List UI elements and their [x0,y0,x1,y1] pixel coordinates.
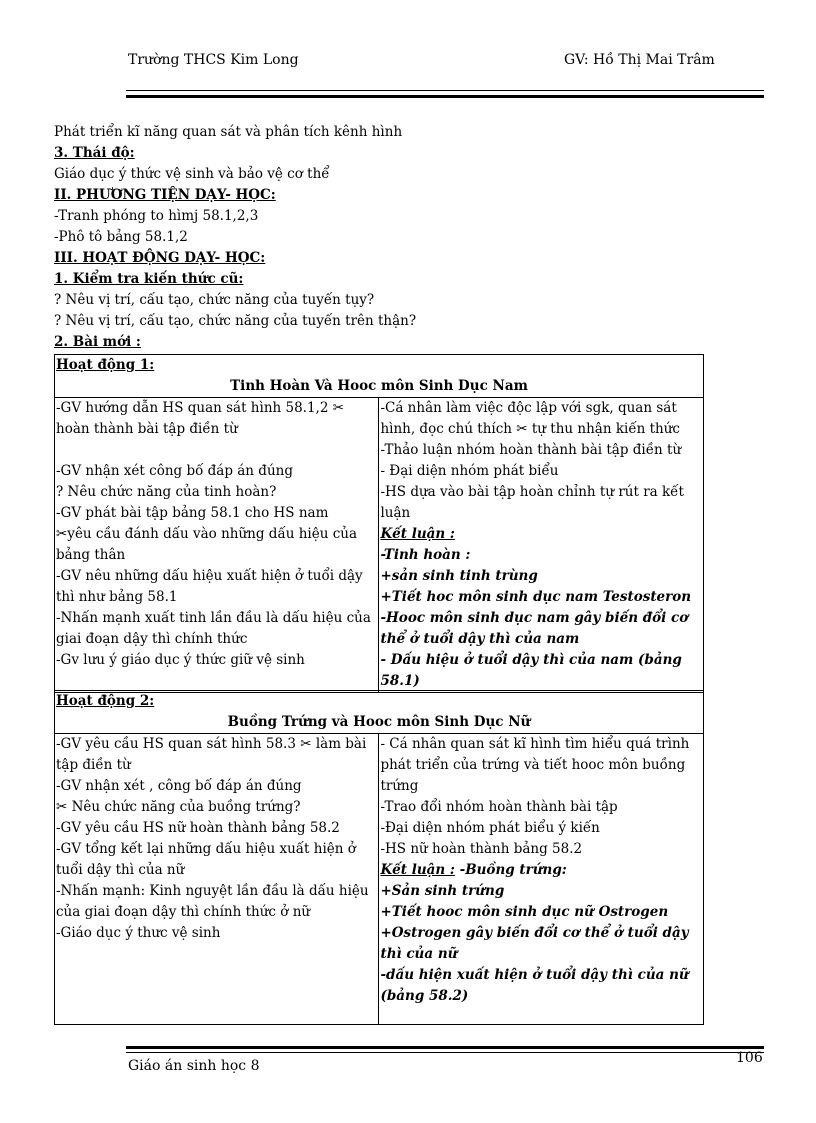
activity2-table [54,690,704,1025]
activity2-subtitle: Buồng Trứng và Hooc môn Sinh Dục Nữ [227,714,531,730]
conclusion-line: +Ostrogen gây biến đổi cơ thể ở tuổi dậy thì của nữ [380,925,689,962]
teacher-step: -GV tổng kết lại những dấu hiệu xuất hiện ở tuổi dậy thì của nữ [56,841,356,878]
body-line: -Phô tô bảng 58.1,2 [54,229,188,245]
activity2-student-column [379,734,704,1025]
teacher-step: ✂yêu cầu đánh dấu vào những dấu hiệu của bảng thân [56,526,358,563]
teacher-step: -Giáo dục ý thưc vệ sinh [56,925,221,941]
section-heading: 1. Kiểm tra kiến thức cũ: [54,271,244,287]
teacher-step: -GV phát bài tập bảng 58.1 cho HS nam [56,505,329,521]
activity2-teacher-column [55,734,379,1025]
body-line: -Tranh phóng to hìmj 58.1,2,3 [54,208,259,224]
student-step: -HS dựa vào bài tập hoàn chỉnh tự rút ra kết luận [380,484,684,521]
teacher-step: -GV nhận xét , công bố đáp án đúng [56,778,302,794]
body-text [54,122,714,353]
teacher-step: -GV nêu những dấu hiệu xuất hiện ở tuổi dậy thì như bảng 58.1 [56,568,363,605]
conclusion-label: Kết luận : [380,526,455,542]
header-teacher: GV: Hồ Thị Mai Trâm [564,52,715,68]
body-line: ? Nêu vị trí, cấu tạo, chức năng của tuyến tụy? [54,292,375,308]
header-school: Trường THCS Kim Long [128,52,299,68]
conclusion-heading [380,860,702,881]
teacher-step: -Gv lưu ý giáo dục ý thức giữ vệ sinh [56,652,305,668]
conclusion-line: - Dấu hiệu ở tuổi dậy thì của nam (bảng 58.1) [380,652,682,689]
footer-text: Giáo án sinh học 8 [128,1058,260,1074]
body-line: Giáo dục ý thức vệ sinh và bảo vệ cơ thể [54,166,330,182]
conclusion-line: -Tinh hoàn : [380,547,471,563]
teacher-step: ✂ Nêu chức năng của buồng trứng? [56,799,301,815]
conclusion-heading [380,524,702,545]
teacher-step: -GV yêu cầu HS quan sát hình 58.3 ✂ làm bài tập điền từ [56,736,367,773]
activity2-header [55,691,704,734]
teacher-step: ? Nêu chức năng của tinh hoàn? [56,484,277,500]
section-heading: 3. Thái độ: [54,145,135,161]
header-rule-thin [126,90,764,91]
teacher-step: -GV yêu cầu HS nữ hoàn thành bảng 58.2 [56,820,340,836]
footer-rule-thin [126,1052,764,1053]
conclusion-subject: -Buồng trứng: [454,862,567,878]
conclusion-line: +Tiết hoc môn sinh dục nam Testosteron [380,589,692,605]
conclusion-line: -dấu hiện xuất hiện ở tuổi dậy thì của nữ (bảng 58.2) [380,967,689,1004]
section-heading: 2. Bài mới : [54,334,141,350]
student-step: -Đại diện nhóm phát biểu ý kiến [380,820,600,836]
body-line: Phát triển kĩ năng quan sát và phân tích kênh hình [54,124,403,140]
student-step: -Thảo luận nhóm hoàn thành bài tập điền từ [380,442,682,458]
conclusion-label: Kết luận : [380,862,455,878]
header-rule-thick [126,95,764,98]
teacher-step: -GV nhận xét công bố đáp án đúng [56,463,293,479]
student-step: - Cá nhân quan sát kĩ hình tìm hiểu quá trình phát triển của trứng và tiết hooc môn buồng trứng [380,736,690,794]
teacher-step: -GV hướng dẫn HS quan sát hình 58.1,2 ✂ hoàn thành bài tập điền từ [56,400,345,437]
conclusion-line: +Tiết hooc môn sinh dục nữ Ostrogen [380,904,669,920]
activity1-teacher-column [55,398,379,693]
activity1-student-column [379,398,704,693]
activity2-title: Hoạt động 2: [56,693,155,709]
section-heading: II. PHƯƠNG TIỆN DẠY- HỌC: [54,187,276,203]
section-heading: III. HOẠT ĐỘNG DẠY- HỌC: [54,250,266,266]
conclusion-line: +Sản sinh trứng [380,883,505,899]
teacher-step: -Nhấn mạnh xuất tinh lần đầu là dấu hiệu của giai đoạn dậy thì chính thức [56,610,371,647]
student-step: -Trao đổi nhóm hoàn thành bài tập [380,799,618,815]
teacher-step: -Nhấn mạnh: Kinh nguyệt lần đầu là dấu hiệu của giai đoạn dậy thì chính thức ở nữ [56,883,369,920]
student-step: -Cá nhân làm việc độc lập với sgk, quan sát hình, đọc chú thích ✂ tự thu nhận kiến thức [380,400,680,437]
activity1-title: Hoạt động 1: [56,357,155,373]
activity1-subtitle: Tinh Hoàn Và Hooc môn Sinh Dục Nam [230,378,528,394]
conclusion-line: +sản sinh tinh trùng [380,568,538,584]
footer-rule-thick [126,1046,764,1049]
blank-line [56,440,377,461]
activity1-table [54,354,704,693]
body-line: ? Nêu vị trí, cấu tạo, chức năng của tuyến trên thận? [54,313,417,329]
conclusion-line: -Hooc môn sinh dục nam gây biến đổi cơ thể ở tuổi dậy thì của nam [380,610,689,647]
student-step: - Đại diện nhóm phát biểu [380,463,559,479]
activity1-header [55,355,704,398]
student-step: -HS nữ hoàn thành bảng 58.2 [380,841,583,857]
page-number: 106 [736,1050,763,1066]
